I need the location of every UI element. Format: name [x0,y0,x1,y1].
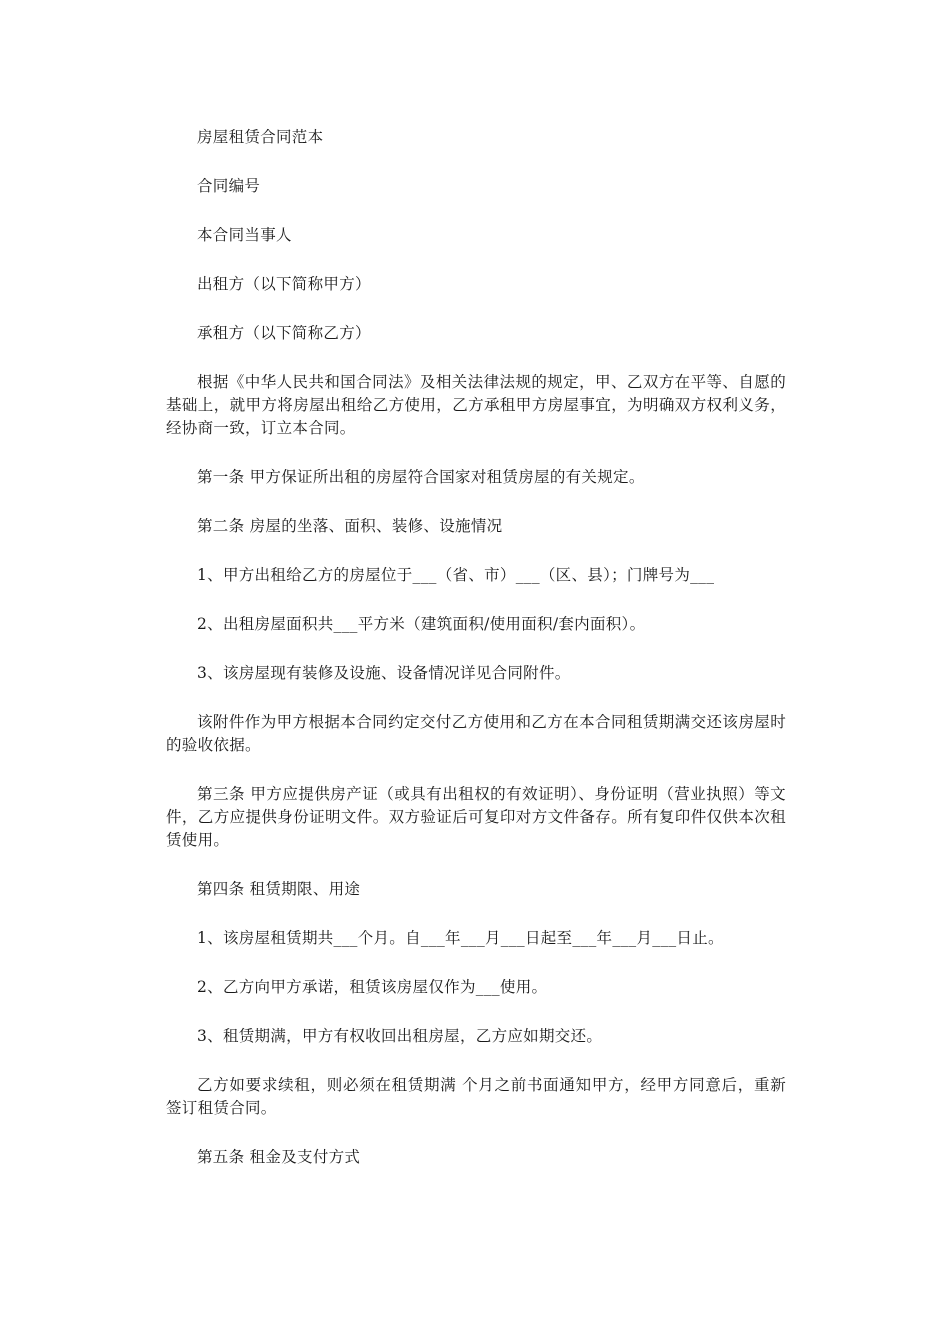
doc-title: 房屋租赁合同范本 [197,128,324,146]
article-5-heading: 第五条 租金及支付方式 [197,1148,361,1166]
renewal-note: 乙方如要求续租，则必须在租赁期满 个月之前书面通知甲方，经甲方同意后，重新签订租赁合同。 [166,1076,786,1117]
preamble-paragraph: 根据《中华人民共和国合同法》及相关法律法规的规定，甲、乙双方在平等、自愿的基础上，就甲方将房屋出租给乙方使用，乙方承租甲方房屋事宜，为明确双方权利义务，经协商一致，订立本合同。 [166,373,786,437]
article-4-heading: 第四条 租赁期限、用途 [197,880,361,898]
lessor-line: 出租方（以下简称甲方） [197,275,371,293]
article-2-heading: 第二条 房屋的坐落、面积、装修、设施情况 [197,517,503,535]
article-2-item-2: 2、出租房屋面积共___平方米（建筑面积/使用面积/套内面积）。 [197,615,646,633]
article-1: 第一条 甲方保证所出租的房屋符合国家对租赁房屋的有关规定。 [197,468,645,486]
contract-body [166,126,786,1195]
article-2-item-3: 3、该房屋现有装修及设施、设备情况详见合同附件。 [197,664,571,682]
article-4-item-1: 1、该房屋租赁期共___个月。自___年___月___日起至___年___月___日止。 [197,929,724,947]
parties-heading: 本合同当事人 [197,226,292,244]
article-4-item-3: 3、租赁期满，甲方有权收回出租房屋，乙方应如期交还。 [197,1027,603,1045]
contract-number-label: 合同编号 [197,177,261,195]
appendix-note: 该附件作为甲方根据本合同约定交付乙方使用和乙方在本合同租赁期满交还该房屋时的验收依据。 [166,713,786,754]
article-3: 第三条 甲方应提供房产证（或具有出租权的有效证明）、身份证明（营业执照）等文件，乙方应提供身份证明文件。双方验证后可复印对方文件备存。所有复印件仅供本次租赁使用。 [166,785,786,849]
article-2-item-1: 1、甲方出租给乙方的房屋位于___（省、市）___（区、县）；门牌号为___ [197,566,715,584]
lessee-line: 承租方（以下简称乙方） [197,324,371,342]
article-4-item-2: 2、乙方向甲方承诺，租赁该房屋仅作为___使用。 [197,978,548,996]
